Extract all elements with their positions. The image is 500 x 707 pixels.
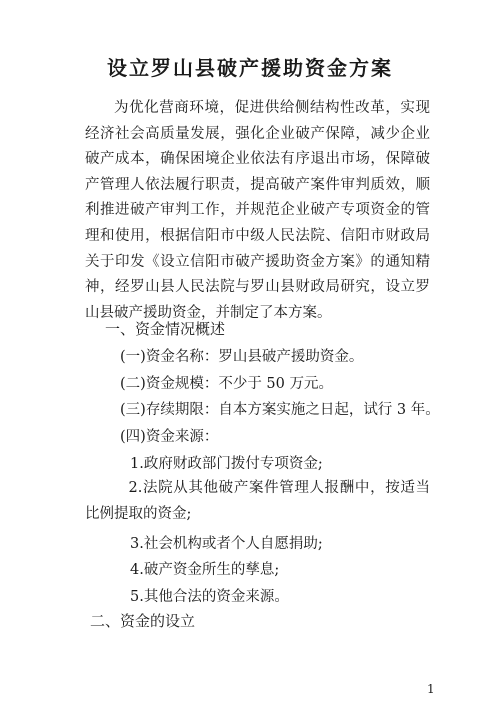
fund-scale-item: (二)资金规模：不少于 50 万元。 bbox=[120, 376, 333, 392]
source-item-3: 3.社会机构或者个人自愿捐助; bbox=[130, 536, 323, 552]
document-title: 设立罗山县破产援助资金方案 bbox=[107, 56, 393, 80]
source-item-1: 1.政府财政部门拨付专项资金; bbox=[130, 456, 323, 472]
source-item-4: 4.破产资金所生的孳息; bbox=[130, 562, 280, 578]
intro-paragraph: 为优化营商环境，促进供给侧结构性改革，实现经济社会高质量发展，强化企业破产保障，减少企业破产成本，确保困境企业依法有序退出市场，保障破产管理人依法履行职责，提高破产案件审判质效，顺利推进破产审判工作，并规范企业破产专项资金的管理和使用，根据信阳市中级人民法院、信阳市财政局关于印发《设立信阳市破产援助资金方案》的通知精神，经罗山县人民法院与罗山县财政局研究，设立罗山县破产援助资金，并制定了本方案。 bbox=[85, 100, 430, 321]
source-item-5: 5.其他合法的资金来源。 bbox=[130, 589, 289, 605]
section-heading-1: 一、资金情况概述 bbox=[105, 320, 226, 338]
source-item-2: 2.法院从其他破产案件管理人报酬中，按适当比例提取的资金; bbox=[85, 480, 430, 522]
section-heading-2: 二、资金的设立 bbox=[90, 612, 196, 630]
fund-source-item: (四)资金来源： bbox=[120, 429, 219, 445]
fund-duration-item: (三)存续期限：自本方案实施之日起，试行 3 年。 bbox=[120, 402, 440, 418]
page-number: 1 bbox=[427, 682, 435, 696]
fund-name-item: (一)资金名称：罗山县破产援助资金。 bbox=[120, 349, 364, 365]
